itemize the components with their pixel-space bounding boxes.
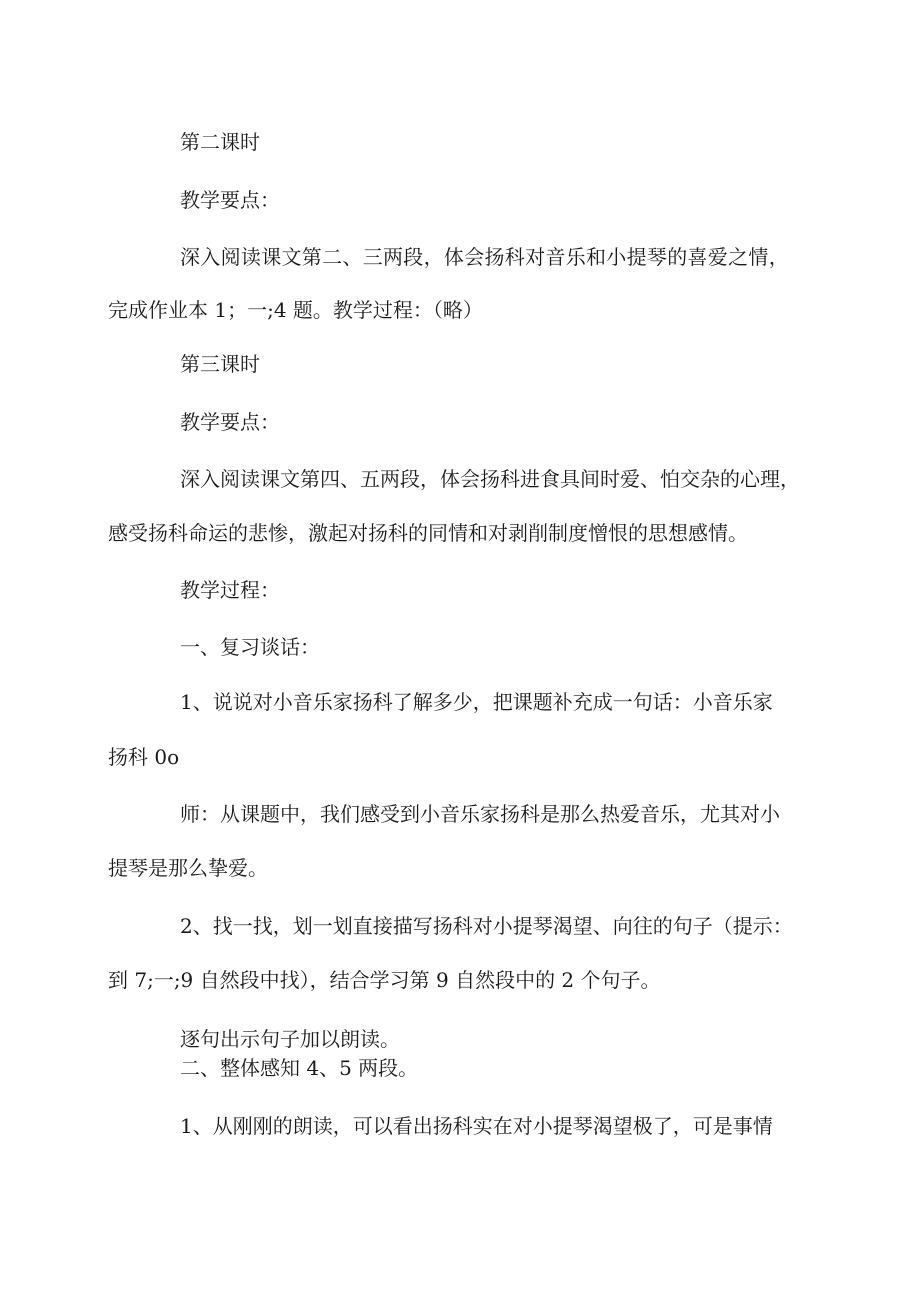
lesson3-process-label: 教学过程： (180, 578, 280, 602)
lesson3-points-text-line1: 深入阅读课文第四、五两段，体会扬科进食具间时爱、怕交杂的心理， (180, 467, 800, 491)
lesson3-points-label: 教学要点： (180, 410, 280, 434)
lesson2-heading: 第二课时 (180, 130, 260, 154)
item1-line1: 1、说说对小音乐家扬科了解多少，把课题补充成一句话：小音乐家 (180, 690, 773, 714)
item2-line1: 2、找一找，划一划直接描写扬科对小提琴渴望、向往的句子（提示： (180, 914, 793, 938)
teacher-line2: 提琴是那么挚爱。 (108, 856, 268, 880)
section2-item1-line1: 1、从刚刚的朗读，可以看出扬科实在对小提琴渴望极了，可是事情 (180, 1114, 773, 1138)
item1-line2: 扬科 0o (108, 745, 180, 769)
section2-title: 二、整体感知 4、5 两段。 (180, 1056, 419, 1080)
lesson3-heading: 第三课时 (180, 352, 260, 376)
lesson3-points-text-line2: 感受扬科命运的悲惨，激起对扬科的同情和对剥削制度憎恨的思想感情。 (108, 521, 748, 545)
item2-line2: 到 7;一;9 自然段中找），结合学习第 9 自然段中的 2 个句子。 (108, 968, 661, 992)
lesson2-points-text-line1: 深入阅读课文第二、三两段，体会扬科对音乐和小提琴的喜爱之情， (180, 245, 789, 269)
teacher-line1: 师：从课题中，我们感受到小音乐家扬科是那么热爱音乐，尤其对小 (180, 802, 780, 826)
read-line: 逐句出示句子加以朗读。 (180, 1027, 400, 1051)
lesson2-points-label: 教学要点： (180, 188, 280, 212)
section1-title: 一、复习谈话： (180, 635, 320, 659)
lesson2-points-text-line2: 完成作业本 1；一;4 题。教学过程：（略） (108, 298, 483, 322)
